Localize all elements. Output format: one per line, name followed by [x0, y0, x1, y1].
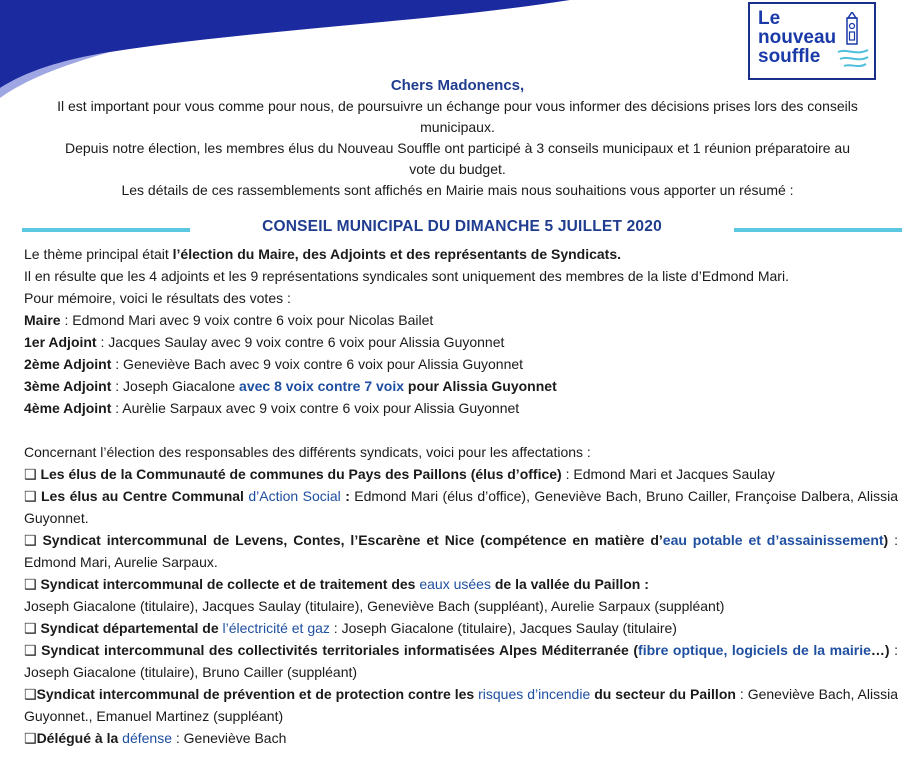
syndicat-item-7-text: : Geneviève Bach, Alissia Guyonnet., Emanuel Martinez (suppléant)	[24, 686, 899, 724]
logo-text	[758, 9, 836, 66]
vote-adjoint-1-label: 1er Adjoint	[24, 334, 97, 350]
spacer	[24, 419, 898, 441]
logo-line-3: souffle	[758, 46, 821, 67]
syndicat-item-8-text: : Geneviève Bach	[171, 730, 287, 746]
checkbox-icon: ❑	[24, 686, 37, 702]
syndicat-item-2-bold: Les élus au Centre Communal	[36, 488, 249, 504]
vote-adjoint-1-text: : Jacques Saulay avec 9 voix contre 6 voix pour Alissia Guyonnet	[96, 334, 505, 350]
syndicat-item-1	[24, 463, 898, 485]
syndicat-item-4-highlight: eaux usées	[419, 576, 491, 592]
bell-tower-icon	[836, 12, 870, 74]
syndicat-item-8-bold: Délégué à la	[36, 730, 123, 746]
vote-adjoint-3	[24, 375, 898, 397]
vote-adjoint-3-bold: pour Alissia Guyonnet	[404, 378, 557, 394]
vote-maire	[24, 309, 898, 331]
intro-paragraph-3: Les détails de ces rassemblements sont affichés en Mairie mais nous souhaitions vous apporter un résumé :	[121, 182, 794, 198]
le-nouveau-souffle-logo	[748, 2, 876, 80]
syndicat-item-2-highlight: d’Action Social	[248, 488, 341, 504]
syndicat-item-5	[24, 617, 898, 639]
vote-adjoint-4	[24, 397, 898, 419]
section-title-row	[22, 216, 902, 242]
checkbox-icon: ❑	[24, 642, 37, 658]
syndicat-item-6-highlight: fibre optique, logiciels de la mairie	[638, 642, 871, 658]
checkbox-icon: ❑	[24, 488, 37, 504]
syndicat-item-1-text: : Edmond Mari et Jacques Saulay	[561, 466, 775, 482]
checkbox-icon: ❑	[24, 532, 37, 548]
syndicat-item-4-bold: Syndicat intercommunal de collecte et de traitement des	[36, 576, 420, 592]
syndicat-item-4-bold-2: de la vallée du Paillon :	[490, 576, 649, 592]
checkbox-icon: ❑	[24, 466, 37, 482]
syndicat-item-6	[24, 639, 898, 683]
syndicat-item-6-bold-2: …)	[870, 642, 890, 658]
syndicat-item-5-highlight: l’électricité et gaz	[222, 620, 330, 636]
theme-bold: l’élection du Maire, des Adjoints et des représentants de Syndicats.	[172, 246, 622, 262]
vote-adjoint-3-text: : Joseph Giacalone	[111, 378, 240, 394]
syndicat-item-4-members: Joseph Giacalone (titulaire), Jacques Saulay (titulaire), Geneviève Bach (suppléant), Aurelie Sarpaux (suppléant)	[24, 598, 725, 614]
memo-line: Pour mémoire, voici le résultats des votes :	[24, 290, 291, 306]
syndicat-item-2-text: Edmond Mari (élus d’office), Geneviève Bach, Bruno Cailler, Françoise Dalbera, Alissia Guyonnet.	[24, 488, 899, 526]
vote-adjoint-2-label: 2ème Adjoint	[24, 356, 112, 372]
syndicat-item-7-bold: Syndicat intercommunal de prévention et de protection contre les	[36, 686, 479, 702]
checkbox-icon: ❑	[24, 730, 37, 746]
vote-adjoint-2	[24, 353, 898, 375]
checkbox-icon: ❑	[24, 620, 37, 636]
syndicat-item-4	[24, 573, 898, 595]
syndicat-item-2-bold-2: :	[340, 488, 350, 504]
content-body	[24, 243, 898, 749]
vote-maire-label: Maire	[24, 312, 61, 328]
syndicat-item-7-highlight: risques d’incendie	[478, 686, 591, 702]
syndicat-item-5-bold: Syndicat départemental de	[36, 620, 223, 636]
salutation: Chers Madonencs,	[390, 77, 525, 94]
syndicat-item-6-bold: Syndicat intercommunal des collectivités territoriales informatisées Alpes Méditerranée (	[36, 642, 639, 658]
syndicat-item-5-text: : Joseph Giacalone (titulaire), Jacques Saulay (titulaire)	[329, 620, 677, 636]
vote-maire-text: : Edmond Mari avec 9 voix contre 6 voix pour Nicolas Bailet	[60, 312, 434, 328]
result-paragraph: Il en résulte que les 4 adjoints et les 9 représentations syndicales sont uniquement des membres de la liste d’Edmond Mari.	[24, 268, 789, 284]
vote-adjoint-4-text: : Aurèlie Sarpaux avec 9 voix contre 6 voix pour Alissia Guyonnet	[111, 400, 520, 416]
vote-adjoint-3-label: 3ème Adjoint	[24, 378, 112, 394]
syndicats-intro: Concernant l’élection des responsables des différents syndicats, voici pour les affectations :	[24, 444, 591, 460]
vote-adjoint-4-label: 4ème Adjoint	[24, 400, 112, 416]
syndicat-item-8-highlight: défense	[122, 730, 172, 746]
vote-adjoint-1	[24, 331, 898, 353]
syndicat-item-1-bold: Les élus de la Communauté de communes du Pays des Paillons (élus d’office)	[36, 466, 562, 482]
intro-block	[0, 76, 915, 201]
syndicat-item-3	[24, 529, 898, 573]
intro-paragraph-2: Depuis notre élection, les membres élus du Nouveau Souffle ont participé à 3 conseils municipaux et 1 réunion préparatoire au vote du budget.	[65, 140, 850, 177]
syndicat-item-2	[24, 485, 898, 529]
syndicat-item-3-bold: Syndicat intercommunal de Levens, Contes, l’Escarène et Nice (compétence en matière d’	[36, 532, 663, 548]
intro-paragraph-1: Il est important pour vous comme pour nous, de poursuivre un échange pour vous informer des décisions prises lors des conseils municipaux.	[57, 98, 858, 135]
syndicat-item-8	[24, 727, 898, 749]
section-title: CONSEIL MUNICIPAL DU DIMANCHE 5 JUILLET 2020	[262, 218, 662, 235]
checkbox-icon: ❑	[24, 576, 37, 592]
syndicat-item-7-bold-2: du secteur du Paillon	[590, 686, 736, 702]
vote-adjoint-2-text: : Geneviève Bach avec 9 voix contre 6 voix pour Alissia Guyonnet	[111, 356, 524, 372]
syndicat-item-7	[24, 683, 898, 727]
syndicat-item-3-text: : Edmond Mari, Aurelie Sarpaux.	[24, 532, 898, 570]
logo-line-1: Le	[758, 8, 781, 29]
vote-adjoint-3-highlight: avec 8 voix contre 7 voix	[239, 378, 405, 394]
theme-text: Le thème principal était	[24, 246, 173, 262]
syndicat-item-6-text: : Joseph Giacalone (titulaire), Bruno Cailler (suppléant)	[24, 642, 898, 680]
logo-line-2: nouveau	[758, 27, 837, 48]
syndicat-item-3-bold-2: )	[883, 532, 889, 548]
theme-line	[24, 243, 898, 265]
syndicat-item-3-highlight: eau potable et d’assainissement	[662, 532, 884, 548]
